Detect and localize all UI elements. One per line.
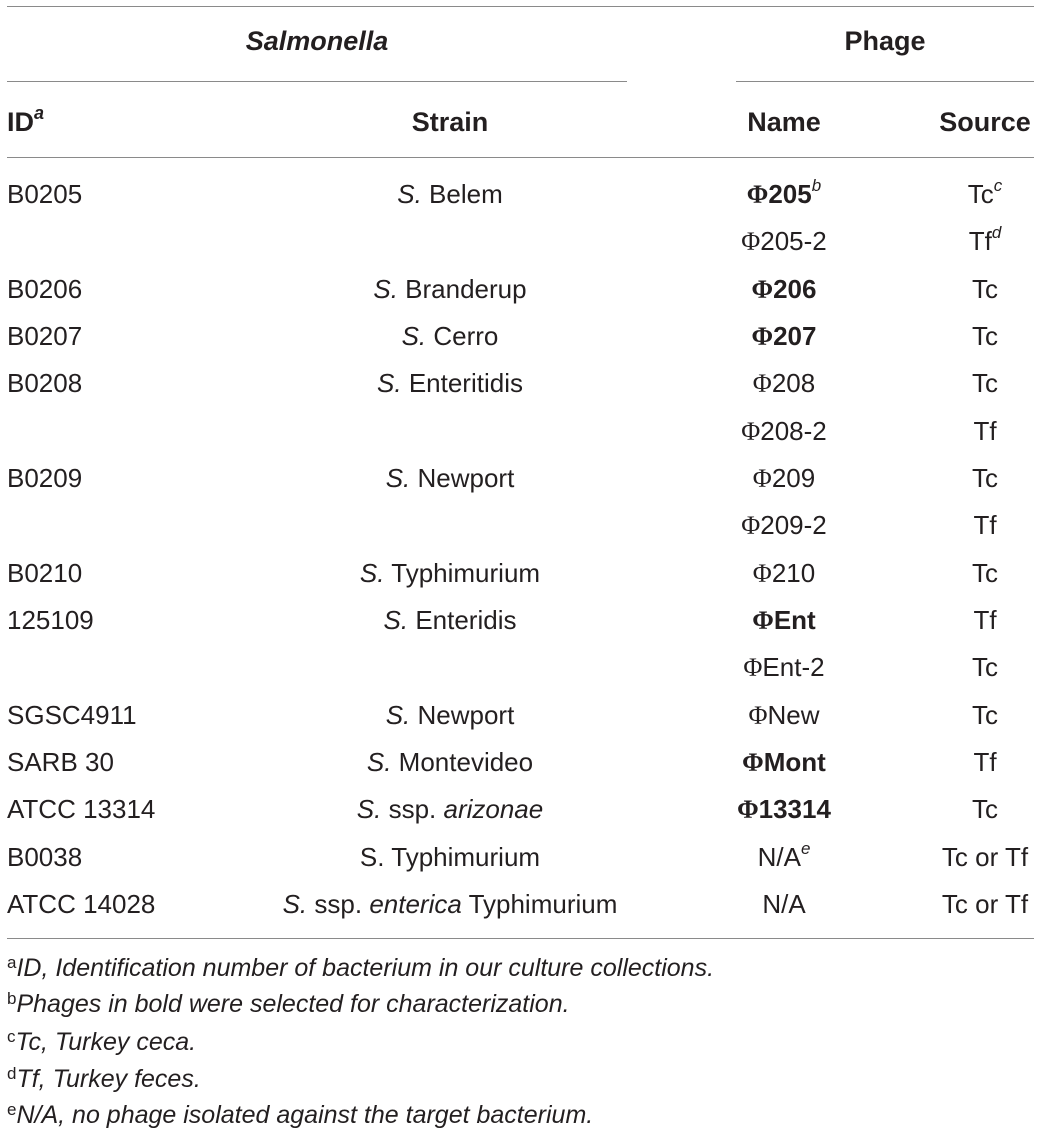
- row-0-id: B0205: [7, 179, 83, 209]
- row-14-id: B0038: [7, 842, 83, 872]
- row-15-phage: [700, 889, 868, 919]
- row-6-phage-name: 209: [771, 463, 816, 493]
- row-7-source: Tf: [973, 510, 997, 540]
- phi-symbol: Φ: [752, 606, 774, 635]
- row-0-strain-serovar: Belem: [421, 179, 503, 209]
- row-10-phage-name: Ent-2: [762, 652, 825, 682]
- row-1-phage: [700, 226, 868, 257]
- row-4-phage-name: 208: [771, 368, 816, 398]
- row-11-id: SGSC4911: [7, 700, 137, 730]
- row-5-phage: [700, 416, 868, 447]
- row-7-phage-name: 209-2: [760, 510, 827, 540]
- row-4-strain: [255, 368, 645, 398]
- phi-symbol: Φ: [752, 369, 772, 398]
- row-13-strain-ssp: ssp.: [381, 794, 444, 824]
- salmonella-group-header: [7, 25, 627, 57]
- row-0-phage-footnote-mark: b: [811, 176, 822, 196]
- row-10-source: Tc: [972, 652, 998, 682]
- row-13-source: Tc: [972, 794, 998, 824]
- row-14-strain: [255, 842, 645, 872]
- row-15-phage-name: N/A: [762, 889, 806, 919]
- row-6-strain-serovar: Newport: [410, 463, 515, 493]
- row-2-strain-serovar: Branderup: [397, 274, 527, 304]
- row-12-phage-name: Mont: [763, 747, 826, 777]
- row-0-strain-genus: S.: [397, 179, 422, 209]
- row-2-strain-genus: S.: [373, 274, 398, 304]
- phi-symbol: Φ: [748, 701, 768, 730]
- header-bottom-rule: [7, 157, 1034, 158]
- phi-symbol: Φ: [751, 275, 774, 304]
- row-11-source: Tc: [972, 700, 998, 730]
- row-3-id: B0207: [7, 321, 83, 351]
- footnote-a-text: ID, Identification number of bacterium in our culture collections.: [16, 954, 715, 982]
- row-12-id: SARB 30: [7, 747, 114, 777]
- row-12-strain-genus: S.: [366, 747, 392, 777]
- top-rule: [7, 6, 1034, 7]
- row-13-id: ATCC 13314: [7, 794, 156, 824]
- row-8-source: Tc: [972, 558, 998, 588]
- row-12-strain: [255, 747, 645, 777]
- row-12-phage: [700, 747, 868, 778]
- row-9-source: Tf: [973, 605, 997, 635]
- row-0-source-footnote-mark: c: [993, 176, 1003, 196]
- row-13-strain-subspecies: arizonae: [443, 794, 544, 824]
- phi-symbol: Φ: [741, 417, 761, 446]
- col-strain-label: Strain: [411, 107, 489, 137]
- footnote-a: [7, 953, 714, 983]
- phage-group-header: [736, 25, 1034, 57]
- row-3-phage: [700, 321, 868, 352]
- row-3-source: Tc: [972, 321, 998, 351]
- col-header-id: [7, 103, 45, 138]
- row-4-strain-serovar: Enteritidis: [401, 368, 523, 398]
- phage-group-rule: [736, 81, 1034, 82]
- row-10-phage: [700, 652, 868, 683]
- row-14-strain-name: S. Typhimurium: [359, 842, 541, 872]
- row-0-strain: [255, 179, 645, 209]
- row-2-strain: [255, 274, 645, 304]
- row-11-phage: [700, 700, 868, 731]
- row-12-strain-serovar: Montevideo: [391, 747, 534, 777]
- row-15-source: Tc or Tf: [941, 889, 1029, 919]
- footnote-e: [7, 1100, 593, 1130]
- salmonella-group-label: Salmonella: [245, 26, 389, 56]
- row-9-strain-genus: S.: [383, 605, 409, 635]
- row-15-strain: [255, 889, 645, 919]
- row-5-source: Tf: [973, 416, 997, 446]
- col-id-label: ID: [7, 107, 34, 137]
- row-4-id: B0208: [7, 368, 83, 398]
- row-6-strain-genus: S.: [385, 463, 411, 493]
- phi-symbol: Φ: [752, 559, 772, 588]
- row-0-source-value: Tc: [967, 179, 994, 209]
- row-13-phage-name: 13314: [758, 794, 831, 824]
- row-1-source: [922, 223, 1040, 256]
- row-8-strain-genus: S.: [359, 558, 385, 588]
- col-header-name: [700, 106, 868, 138]
- row-4-phage: [700, 368, 868, 399]
- row-6-strain: [255, 463, 645, 493]
- row-3-phage-name: 207: [773, 321, 817, 351]
- row-14-source: Tc or Tf: [941, 842, 1029, 872]
- phi-symbol: Φ: [743, 653, 763, 682]
- row-15-strain-subspecies: enterica: [369, 889, 462, 919]
- col-id-footnote-mark: a: [34, 103, 45, 123]
- footnote-d: [7, 1064, 201, 1094]
- col-header-source: [922, 106, 1040, 138]
- row-13-phage: [700, 794, 868, 825]
- row-4-source: Tc: [972, 368, 998, 398]
- row-11-strain-serovar: Newport: [410, 700, 515, 730]
- row-9-phage-name: Ent: [773, 605, 816, 635]
- row-14-phage-footnote-mark: e: [800, 839, 811, 859]
- row-14-phage: [700, 839, 868, 872]
- footnote-d-text: Tf, Turkey feces.: [16, 1065, 201, 1093]
- row-8-phage: [700, 558, 868, 589]
- phi-symbol: Φ: [741, 511, 761, 540]
- row-9-phage: [700, 605, 868, 636]
- phi-symbol: Φ: [746, 180, 769, 209]
- row-8-phage-name: 210: [771, 558, 816, 588]
- row-15-strain-serovar: Typhimurium: [461, 889, 618, 919]
- col-header-strain: [255, 106, 645, 138]
- row-3-strain-serovar: Cerro: [426, 321, 499, 351]
- footnote-b-text: Phages in bold were selected for characterization.: [16, 990, 570, 1018]
- row-0-phage-name: 205: [768, 179, 812, 209]
- table-bottom-rule: [7, 938, 1034, 939]
- row-1-source-value: Tf: [968, 226, 992, 256]
- row-6-id: B0209: [7, 463, 83, 493]
- row-3-strain: [255, 321, 645, 351]
- footnote-b-mark: b: [7, 988, 17, 1008]
- phi-symbol: Φ: [742, 748, 764, 777]
- row-9-id: 125109: [7, 605, 94, 635]
- row-1-phage-name: 205-2: [760, 226, 827, 256]
- footnote-a-mark: a: [7, 952, 17, 972]
- row-12-source: Tf: [973, 747, 997, 777]
- row-0-phage: [700, 176, 868, 210]
- row-6-phage: [700, 463, 868, 494]
- row-8-strain-serovar: Typhimurium: [384, 558, 541, 588]
- row-13-strain-genus: S.: [356, 794, 382, 824]
- row-2-source: Tc: [972, 274, 998, 304]
- row-2-id: B0206: [7, 274, 83, 304]
- col-name-label: Name: [747, 107, 821, 137]
- phi-symbol: Φ: [751, 322, 774, 351]
- footnote-c-text: Tc, Turkey ceca.: [15, 1028, 197, 1056]
- row-4-strain-genus: S.: [377, 368, 402, 398]
- row-9-strain-serovar: Enteridis: [408, 605, 517, 635]
- col-source-label: Source: [939, 107, 1031, 137]
- footnote-e-mark: e: [7, 1099, 17, 1119]
- phage-group-label: Phage: [844, 26, 926, 56]
- row-7-phage: [700, 510, 868, 541]
- row-11-strain-genus: S.: [385, 700, 411, 730]
- phi-symbol: Φ: [737, 795, 759, 824]
- row-11-strain: [255, 700, 645, 730]
- row-15-strain-genus: S.: [282, 889, 308, 919]
- row-8-strain: [255, 558, 645, 588]
- row-1-source-footnote-mark: d: [991, 223, 1002, 243]
- row-11-phage-name: New: [767, 700, 820, 730]
- row-14-phage-name: N/A: [757, 842, 801, 872]
- row-15-strain-ssp: ssp.: [307, 889, 370, 919]
- phi-symbol: Φ: [741, 227, 761, 256]
- row-13-strain: [255, 794, 645, 824]
- footnote-c: [7, 1027, 196, 1057]
- footnote-d-mark: d: [7, 1063, 17, 1083]
- row-0-source: [922, 176, 1040, 209]
- row-5-phage-name: 208-2: [760, 416, 827, 446]
- footnote-c-mark: c: [7, 1026, 16, 1046]
- row-2-phage-name: 206: [773, 274, 817, 304]
- row-2-phage: [700, 274, 868, 305]
- row-15-id: ATCC 14028: [7, 889, 156, 919]
- row-9-strain: [255, 605, 645, 635]
- row-3-strain-genus: S.: [401, 321, 427, 351]
- salmonella-group-rule: [7, 81, 627, 82]
- phi-symbol: Φ: [752, 464, 772, 493]
- row-6-source: Tc: [972, 463, 998, 493]
- footnote-b: [7, 989, 570, 1019]
- footnote-e-text: N/A, no phage isolated against the target bacterium.: [16, 1101, 594, 1129]
- row-8-id: B0210: [7, 558, 83, 588]
